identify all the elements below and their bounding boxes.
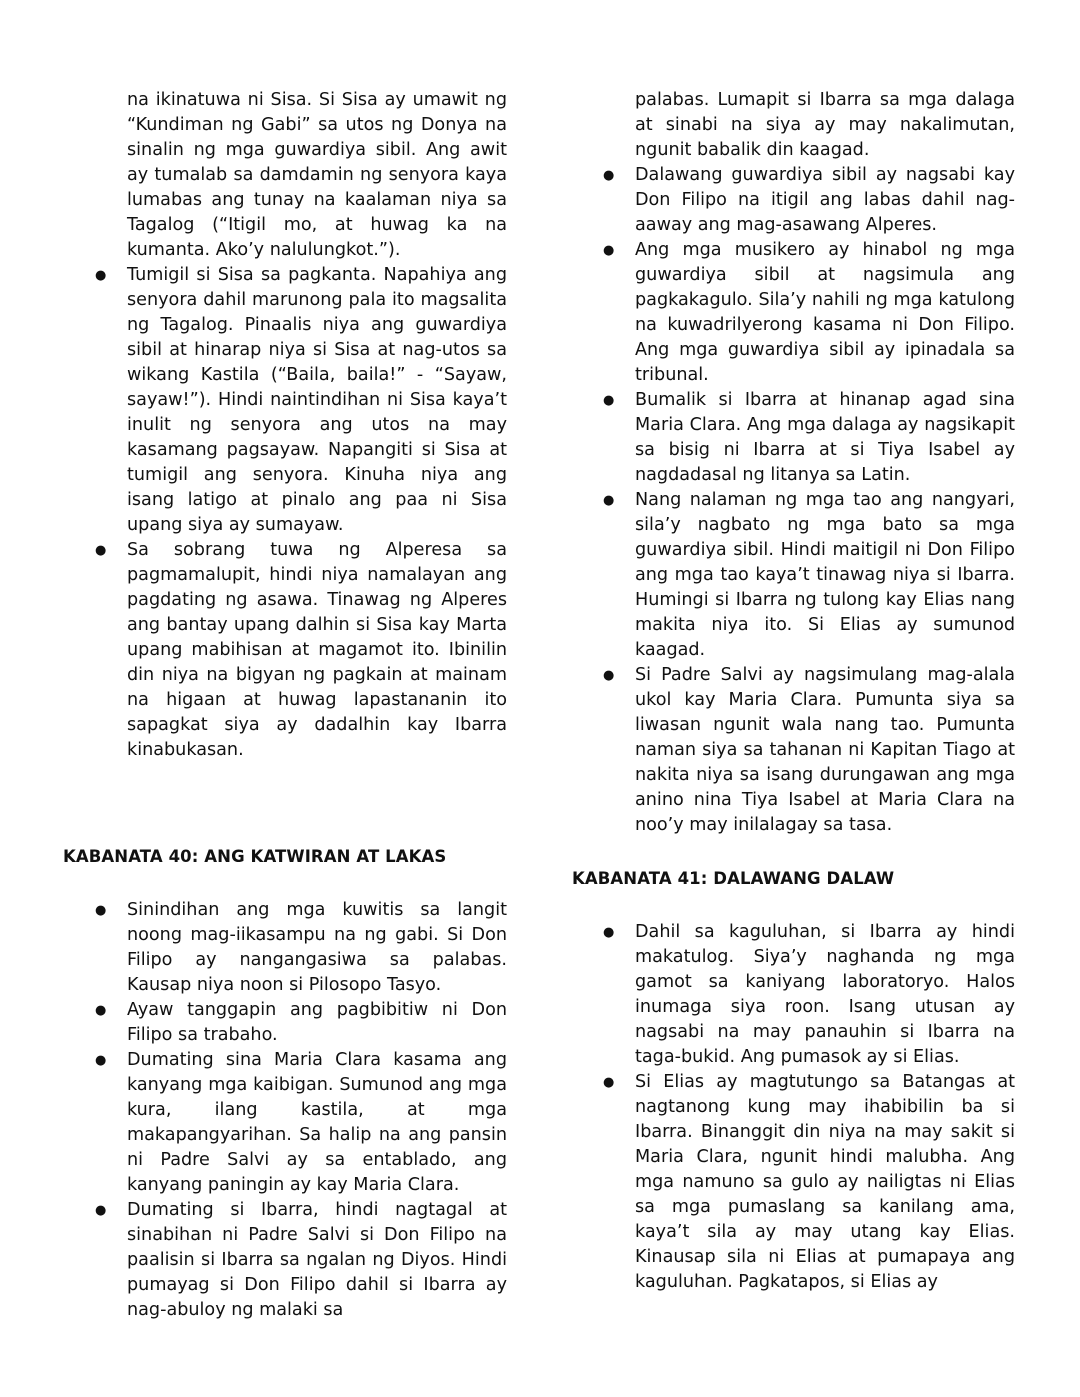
list-item: ● Sa sobrang tuwa ng Alperesa sa pagmamalupit, hindi niya namalayan ang pagdating ng asawa. Tinawag ng Alperes ang bantay upang dalhin si Sisa kay Marta upang mabihisan at magamot ito. Ibinilin din niya na bigyan ng pagkain at mainam na higaan at huwag lapastananin ito sapagkat siya ay dadalhin kay Ibarra kinabukasan. <box>95 538 507 763</box>
list-item: ● Nang nalaman ng mga tao ang nangyari, sila’y nagbato ng mga bato sa mga guwardiya sibil. Hindi maitigil ni Don Filipo ang mga tao kaya’t tinawag niya si Ibarra. Humingi si Ibarra ng tulong kay Elias nang makita niya ito. Si Elias ay sumunod kaagad. <box>603 488 1015 663</box>
bullet-list <box>603 163 1015 838</box>
list-item: ● Sinindihan ang mga kuwitis sa langit noong mag-iikasampu na ng gabi. Si Don Filipo ay nangangasiwa sa palabas. Kausap niya noon si Pilosopo Tasyo. <box>95 898 507 998</box>
list-item: ● Dalawang guwardiya sibil ay nagsabi kay Don Filipo na itigil ang labas dahil nag-aaway ang mag-asawang Alperes. <box>603 163 1015 238</box>
continuation-paragraph: palabas. Lumapit si Ibarra sa mga dalaga at sinabi na siya ay may nakalimutan, ngunit babalik din kaagad. <box>635 90 1015 160</box>
list-item: ● Ayaw tanggapin ang pagbibitiw ni Don Filipo sa trabaho. <box>95 998 507 1048</box>
chapter-heading: KABANATA 41: DALAWANG DALAW <box>572 869 895 888</box>
list-item: ● Dumating si Ibarra, hindi nagtagal at sinabihan ni Padre Salvi si Don Filipo na paalisin si Ibarra sa ngalan ng Diyos. Hindi pumayag si Don Filipo dahil si Ibarra ay nag-abuloy ng malaki sa <box>95 1198 507 1323</box>
list-item: ● Bumalik si Ibarra at hinanap agad sina Maria Clara. Ang mga dalaga ay nagsikapit sa bisig ni Ibarra at si Tiya Isabel ay nagdadasal ng litanya sa Latin. <box>603 388 1015 488</box>
continuation-paragraph: na ikinatuwa ni Sisa. Si Sisa ay umawit ng “Kundiman ng Gabi” sa utos ng Donya na sinalin ng mga guwardiya sibil. Ang awit ay tumalab sa damdamin ng senyora kaya lumabas ang tunay na kaalaman niya sa Tagalog (“Itigil mo, at huwag ka na kumanta. Ako’y nalulungkot.”). <box>127 90 507 260</box>
list-item: ● Si Padre Salvi ay nagsimulang mag-alala ukol kay Maria Clara. Pumunta siya sa liwasan ngunit wala nang tao. Pumunta naman siya sa tahanan ni Kapitan Tiago at nakita niya sa isang durungawan ang mga anino nina Tiya Isabel at Maria Clara na noo’y may inilalagay sa tasa. <box>603 663 1015 838</box>
bullet-list <box>95 898 507 1323</box>
list-item: ● Ang mga musikero ay hinabol ng mga guwardiya sibil at nagsimula ang pagkakagulo. Sila’y nahili ng mga katulong na kuwadrilyerong kasama ni Don Filipo. Ang mga guwardiya sibil ay ipinadala sa tribunal. <box>603 238 1015 388</box>
list-item: ● Dahil sa kaguluhan, si Ibarra ay hindi makatulog. Siya’y naghanda ng mga gamot sa kaniyang laboratoryo. Halos inumaga siya roon. Isang utusan ay nagsabi na may panauhin si Ibarra na taga-bukid. Ang pumasok ay si Elias. <box>603 920 1015 1070</box>
list-item: ● Tumigil si Sisa sa pagkanta. Napahiya ang senyora dahil marunong pala ito magsalita ng Tagalog. Pinaalis niya ang guwardiya sibil at hinarap niya si Sisa at nag-utos sa wikang Kastila (“Baila, baila!” - “Sayaw, sayaw!”). Hindi naintindihan ni Sisa kaya’t inulit ng senyora ang utos na may kasamang pagsayaw. Napangiti si Sisa at tumigil ang senyora. Kinuha niya ang isang latigo at pinalo ang paa ni Sisa upang siya ay sumayaw. <box>95 263 507 538</box>
bullet-list <box>603 920 1015 1295</box>
chapter-heading: KABANATA 40: ANG KATWIRAN AT LAKAS <box>63 847 447 866</box>
list-item: ● Si Elias ay magtutungo sa Batangas at nagtanong kung may ihabibilin ba si Ibarra. Binanggit din niya na may sakit si Maria Clara, ngunit hindi malubha. Ang mga namuno sa gulo ay nailigtas ni Elias sa mga pumaslang sa kanilang ama, kaya’t sila ay may utang kay Elias. Kinausap sila ni Elias at pumapaya ang kaguluhan. Pagkatapos, si Elias ay <box>603 1070 1015 1295</box>
bullet-list <box>95 263 507 763</box>
list-item: ● Dumating sina Maria Clara kasama ang kanyang mga kaibigan. Sumunod ang mga kura, ilang kastila, at mga makapangyarihan. Sa halip na ang pansin ni Padre Salvi ay sa entablado, ang kanyang paningin ay kay Maria Clara. <box>95 1048 507 1198</box>
